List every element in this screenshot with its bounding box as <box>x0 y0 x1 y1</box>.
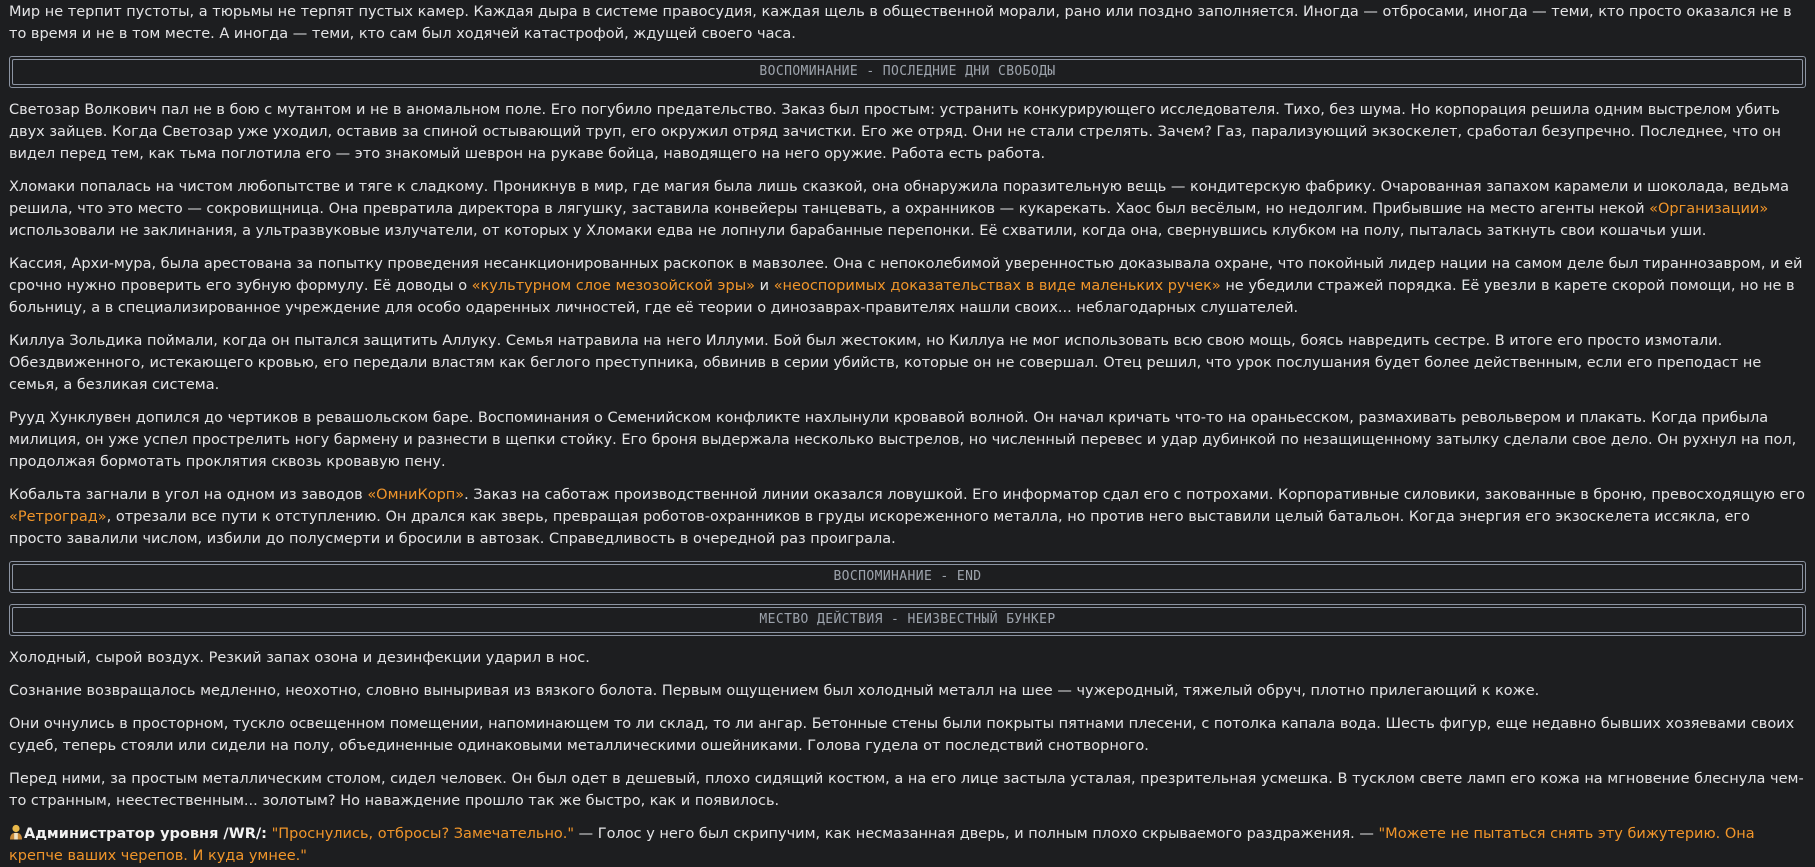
dialogue-line <box>9 823 1806 867</box>
dialogue-quote: "Можете не пытаться снять эту бижутерию. Она крепче ваших черепов. И куда умнее." <box>9 826 1755 864</box>
memory-khlomaki <box>9 176 1806 242</box>
memory-killua: Киллуа Зольдика поймали, когда он пытался защитить Аллуку. Семья натравила на него Иллуми. Бой был жестоким, но Киллуа не мог использовать всю свою мощь, боясь навредить сестре. В итоге его просто измотали. Обездвиженного, истекающего кровью, его передали властям как беглого преступника, обвинив в серии убийств, которые он не совершал. Отец решил, что урок послушания будет более действенным, если его преподаст не семья, а безликая система. <box>9 333 1762 393</box>
scene-paragraph: Сознание возвращалось медленно, неохотно, словно выныривая из вязкого болота. Первым ощущением был холодный металл на шее — чужеродный, тяжелый обруч, плотно прилегающий к коже. <box>9 683 1540 699</box>
dialogue-quote: "Проснулись, отбросы? Замечательно." <box>271 826 575 842</box>
memory-kobalt-text: , отрезали все пути к отступлению. Он дрался как зверь, превращая роботов-охранников в груды искореженного металла, но против него выставили целый батальон. Когда энергия его экзоскелета иссякла, его просто завалили числом, избили до полусмерти и бросили в автозак. Справедливость в очередной раз проиграла. <box>9 509 1750 547</box>
highlight-omnicorp: «ОмниКорп» <box>367 487 465 503</box>
memory-start-banner <box>9 56 1806 88</box>
intro-paragraph: Мир не терпит пустоты, а тюрьмы не терпят пустых камер. Каждая дыра в системе правосудия, каждая щель в общественной морали, рано или поздно заполняется. Иногда — отбросами, иногда — теми, кто просто оказался не в то время и не в том месте. А иногда — теми, кто сам был ходячей катастрофой, ждущей своего часа. <box>9 4 1792 42</box>
highlight-retrograd: «Ретроград» <box>9 509 107 525</box>
memory-kassia <box>9 253 1806 319</box>
memory-khlomaki-text: использовали не заклинания, а ультразвуковые излучатели, от которых у Хломаки едва не лопнули барабанные перепонки. Её схватили, когда она, свернувшись клубком на полу, пыталась заткнуть свои кошачьи уши. <box>9 223 1707 239</box>
scene-paragraph: Холодный, сырой воздух. Резкий запах озона и дезинфекции ударил в нос. <box>9 650 590 666</box>
memory-kobalt-text: Кобальта загнали в угол на одном из заводов <box>9 487 368 503</box>
memory-kassia-text: Кассия, Архи-мура, была арестована за попытку проведения несанкционированных раскопок в мавзолее. Она с непоколебимой уверенностью доказывала охране, что покойный лидер нации на самом деле был тираннозавром, и ей срочно нужно проверить его зубную формулу. Её доводы о <box>9 256 1803 294</box>
highlight-evidence: «неоспоримых доказательствах в виде маленьких ручек» <box>773 278 1221 294</box>
memory-kobalt-text: . Заказ на саботаж производственной линии оказался ловушкой. Его информатор сдал его с потрохами. Корпоративные силовики, закованные в броню, превосходящую его <box>464 487 1805 503</box>
memory-kobalt <box>9 484 1806 550</box>
scene-paragraph: Перед ними, за простым металлическим столом, сидел человек. Он был одет в дешевый, плохо сидящий костюм, а на его лице застыла усталая, презрительная усмешка. В тусклом свете ламп его кожа на мгновение блеснула чем-то странным, неестественным... золотым? Но наваждение прошло так же быстро, как и появилось. <box>9 771 1804 809</box>
speaker-name: Администратор уровня /WR/: <box>24 826 267 842</box>
chat-message-content <box>0 1 1815 864</box>
location-banner <box>9 604 1806 636</box>
memory-end-banner-text: ВОСПОМИНАНИЕ - END <box>12 564 1803 590</box>
memory-kassia-text: не убедили стражей порядка. Её увезли в карете скорой помощи, но не в больницу, а в специализированное учреждение для особо одаренных личностей, где её теории о динозаврах-правителях нашли своих... неблагодарных слушателей. <box>9 278 1795 316</box>
memory-ruud: Рууд Хунклувен допился до чертиков в ревашольском баре. Воспоминания о Семенийском конфликте нахлынули кровавой волной. Он начал кричать что-то на ораньесском, размахивать револьвером и плакать. Когда прибыла милиция, он уже успел прострелить ногу бармену и разнести в щепки стойку. Его броня выдержала несколько выстрелов, но численный перевес и удар дубинкой по незащищенному затылку сделали свое дело. Он рухнул на пол, продолжая бормотать проклятия сквозь кровавую пену. <box>9 410 1797 470</box>
highlight-organization: «Организации» <box>1649 201 1769 217</box>
person-icon <box>9 824 23 840</box>
memory-start-banner-text: ВОСПОМИНАНИЕ - ПОСЛЕДНИЕ ДНИ СВОБОДЫ <box>12 59 1803 85</box>
memory-end-banner <box>9 561 1806 593</box>
highlight-mesozoic: «культурном слое мезозойской эры» <box>471 278 756 294</box>
location-banner-text: МЕСТВО ДЕЙСТВИЯ - НЕИЗВЕСТНЫЙ БУНКЕР <box>12 607 1803 633</box>
memory-kassia-text: и <box>755 278 774 294</box>
scene-paragraph: Они очнулись в просторном, тускло освещенном помещении, напоминающем то ли склад, то ли ангар. Бетонные стены были покрыты пятнами плесени, с потолка капала вода. Шесть фигур, еще недавно бывших хозяевами своих судеб, теперь стояли или сидели на полу, объединенные одинаковыми металлическими ошейниками. Голова гудела от последствий снотворного. <box>9 716 1795 754</box>
memory-khlomaki-text: Хломаки попалась на чистом любопытстве и тяге к сладкому. Проникнув в мир, где магия была лишь сказкой, она обнаружила поразительную вещь — кондитерскую фабрику. Очарованная запахом карамели и шоколада, ведьма решила, что это место — сокровищница. Она превратила директора в лягушку, заставила конвейеры танцевать, а охранников — кукарекать. Хаос был весёлым, но недолгим. Прибывшие на место агенты некой <box>9 179 1790 217</box>
memory-svetozar: Светозар Волкович пал не в бою с мутантом и не в аномальном поле. Его погубило предательство. Заказ был простым: устранить конкурирующего исследователя. Тихо, без шума. Но корпорация решила одним выстрелом убить двух зайцев. Когда Светозар уже уходил, оставив за спиной остывающий труп, его окружил отряд зачистки. Его же отряд. Они не стали стрелять. Зачем? Газ, парализующий экзоскелет, сработал безупречно. Последнее, что он видел перед тем, как тьма поглотила его — это знакомый шеврон на рукаве бойца, наводящего на него оружие. Работа есть работа. <box>9 102 1782 162</box>
dialogue-narration: — Голос у него был скрипучим, как несмазанная дверь, и полным плохо скрываемого раздражения. — <box>574 826 1379 842</box>
